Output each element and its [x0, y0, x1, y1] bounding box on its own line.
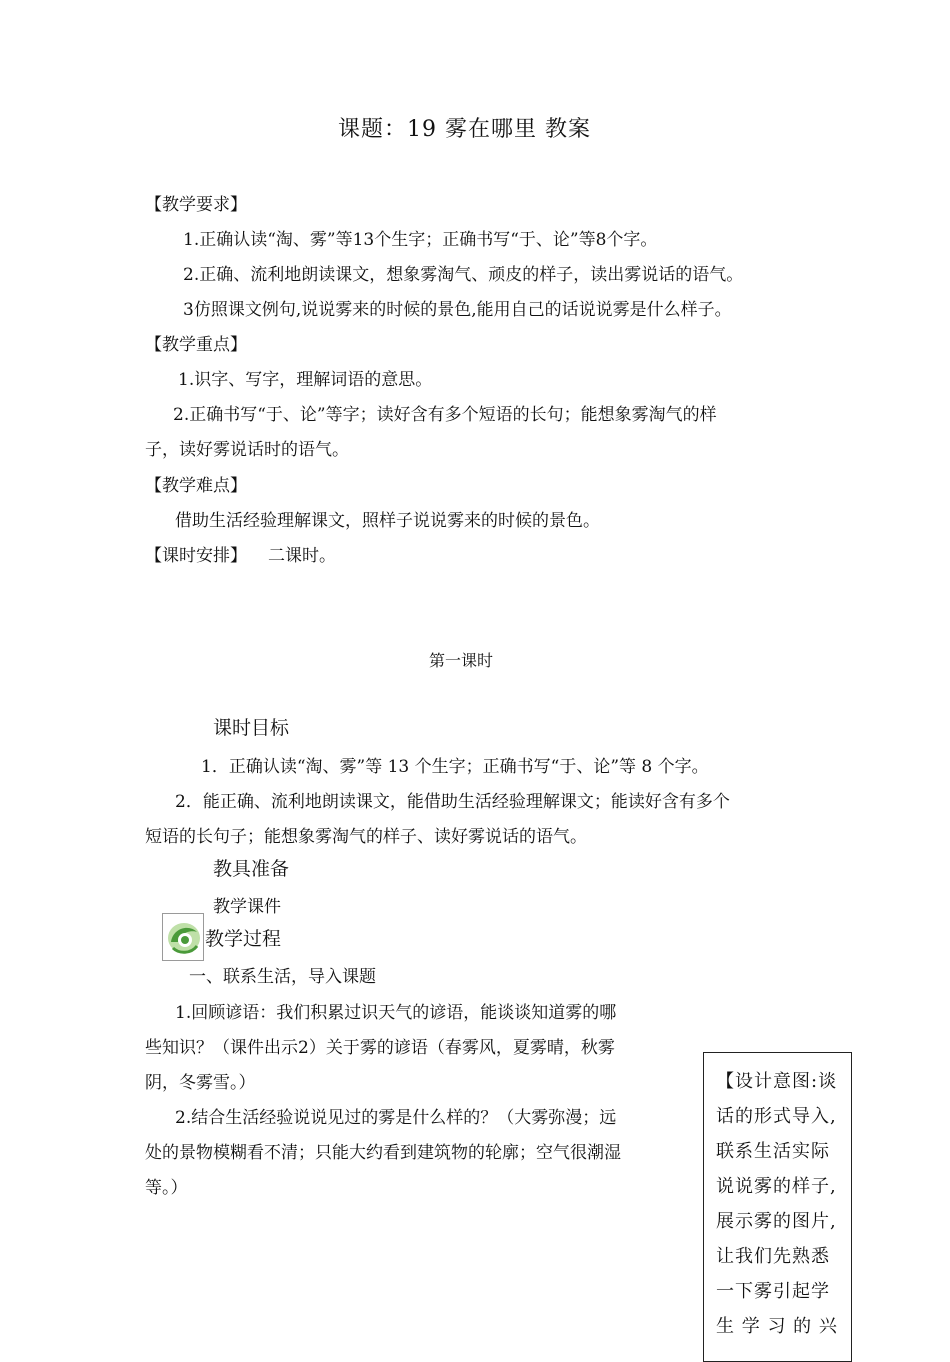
design-note-line: 一下雾引起学	[716, 1281, 830, 1302]
tools-value: 教学课件	[213, 897, 281, 917]
requirement-3: 3仿照课文例句,说说雾来的时候的景色,能用自己的话说说雾是什么样子。	[183, 300, 732, 320]
design-note-line: 联系生活实际	[716, 1141, 830, 1162]
requirement-1: 1.正确认读“淘、雾”等13个生字；正确书写“于、论”等8个字。	[183, 230, 658, 250]
difficulty-1: 借助生活经验理解课文，照样子说说雾来的时候的景色。	[175, 511, 600, 531]
design-note-line: 【设计意图:谈	[716, 1071, 838, 1092]
requirements-heading: 【教学要求】	[145, 195, 247, 215]
lesson-logo-icon	[162, 913, 204, 961]
requirement-2: 2.正确、流利地朗读课文，想象雾淘气、顽皮的样子，读出雾说话的语气。	[183, 265, 744, 285]
goal-1: 1．正确认读“淘、雾”等 13 个生字；正确书写“于、论”等 8 个字。	[201, 757, 709, 777]
goal-2-cont: 短语的长句子；能想象雾淘气的样子、读好雾说话的语气。	[145, 827, 587, 847]
goal-2: 2．能正确、流利地朗读课文，能借助生活经验理解课文；能读好含有多个	[175, 792, 730, 812]
key-point-2: 2.正确书写“于、论”等字；读好含有多个短语的长句；能想象雾淘气的样	[173, 405, 717, 425]
key-points-heading: 【教学重点】	[145, 335, 247, 355]
design-note-line: 生 学 习 的 兴	[716, 1316, 838, 1337]
design-note-line: 让我们先熟悉	[716, 1246, 830, 1267]
step1-line-4: 2.结合生活经验说说见过的雾是什么样的？（大雾弥漫；远	[175, 1108, 617, 1128]
step1-heading: 一、联系生活，导入课题	[189, 967, 376, 987]
design-note-line: 说说雾的样子,	[716, 1176, 837, 1197]
step1-line-2: 些知识？（课件出示2）关于雾的谚语（春雾风，夏雾晴，秋雾	[145, 1038, 615, 1058]
design-note-line: 话的形式导入,	[716, 1106, 837, 1127]
page-title: 课题：19 雾在哪里 教案	[338, 117, 591, 142]
tools-heading: 教具准备	[213, 858, 290, 880]
design-note-line: 展示雾的图片,	[716, 1211, 837, 1232]
goals-heading: 课时目标	[213, 717, 290, 739]
step1-line-5: 处的景物模糊看不清；只能大约看到建筑物的轮廓；空气很潮湿	[145, 1143, 621, 1163]
process-heading: 教学过程	[205, 928, 282, 950]
key-point-1: 1.识字、写字，理解词语的意思。	[178, 370, 433, 390]
step1-line-3: 阴，冬雾雪。）	[145, 1073, 256, 1093]
step1-line-6: 等。）	[145, 1178, 188, 1198]
lesson1-heading: 第一课时	[429, 651, 494, 670]
schedule-heading: 【课时安排】	[145, 546, 247, 566]
schedule-value: 二课时。	[268, 546, 336, 566]
difficulties-heading: 【教学难点】	[145, 476, 247, 496]
key-point-2-cont: 子，读好雾说话时的语气。	[145, 440, 349, 460]
design-note-box	[703, 1052, 852, 1362]
step1-line-1: 1.回顾谚语：我们积累过识天气的谚语，能谈谈知道雾的哪	[175, 1003, 617, 1023]
